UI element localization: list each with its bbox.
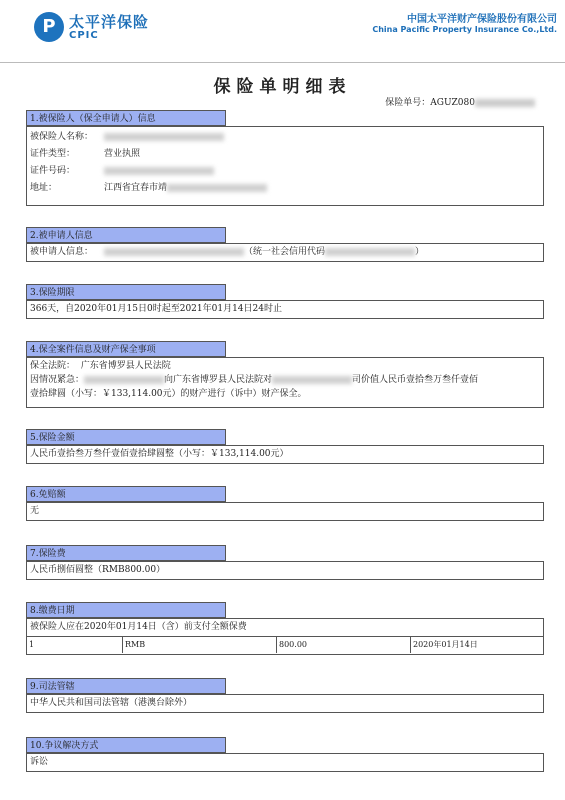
doc-title: 保险单明细表 bbox=[213, 77, 352, 97]
table-cell: 2020年01月14日 bbox=[413, 640, 478, 649]
field-value: 江西省宜春市靖 bbox=[104, 183, 168, 193]
field-label: 保全法院： bbox=[30, 361, 76, 371]
field-value: 诉讼 bbox=[30, 757, 49, 767]
table-cell: 800.00 bbox=[277, 637, 411, 653]
brand-cn: 太平洋保险 bbox=[69, 13, 150, 31]
redaction bbox=[104, 167, 214, 175]
table-cell: 1 bbox=[27, 637, 123, 653]
company-cn: 中国太平洋财产保险股份有限公司 bbox=[407, 14, 557, 25]
field-value: 人民币壹拾叁万叁仟壹佰壹拾肆圆整（小写：￥133,114.00元） bbox=[30, 449, 289, 459]
field-value: 无 bbox=[30, 506, 40, 516]
field-value: 被保险人应在2020年01月14日（含）前支付全额保费 bbox=[30, 622, 247, 632]
section-insured bbox=[26, 110, 544, 206]
field-value: 广东省博罗县人民法院 bbox=[80, 361, 171, 371]
table-cell: RMB bbox=[123, 637, 277, 653]
policy-number: 保险单号：AGUZ080 bbox=[385, 95, 535, 108]
section-amount bbox=[26, 429, 544, 464]
field-label: 被申请人信息： bbox=[30, 247, 94, 257]
redaction bbox=[84, 376, 164, 384]
section-heading: 3.保险期限 bbox=[26, 284, 226, 300]
field-value: 营业执照 bbox=[104, 149, 141, 159]
section-heading: 9.司法管辖 bbox=[26, 678, 226, 694]
section-heading: 10.争议解决方式 bbox=[26, 737, 226, 753]
page-header bbox=[0, 0, 565, 63]
field-label: 证件类型： bbox=[30, 149, 76, 159]
brand-en: CPIC bbox=[69, 30, 99, 41]
section-premium bbox=[26, 545, 544, 580]
section-period bbox=[26, 284, 544, 319]
company-en: China Pacific Property Insurance Co.,Ltd. bbox=[372, 25, 557, 34]
section-jurisdiction bbox=[26, 678, 544, 713]
redaction bbox=[167, 184, 267, 192]
field-label: 因情况紧急： bbox=[30, 375, 85, 385]
cpic-logo-icon: P bbox=[34, 12, 64, 42]
section-heading: 2.被申请人信息 bbox=[26, 227, 226, 243]
redaction bbox=[325, 248, 415, 256]
section-payment bbox=[26, 602, 544, 655]
field-label: 地址： bbox=[30, 183, 58, 193]
redaction bbox=[272, 376, 352, 384]
field-value: 壹拾肆圆（小写：￥133,114.00元）的财产进行（诉中）财产保全。 bbox=[30, 389, 307, 399]
field-label: 被保险人名称： bbox=[30, 132, 94, 142]
field-value: 366天，自2020年01月15日0时起至2021年01月14日24时止 bbox=[30, 304, 282, 314]
field-value: （统一社会信用代码 bbox=[244, 247, 326, 257]
section-heading: 5.保险金额 bbox=[26, 429, 226, 445]
section-heading: 1.被保险人（保全申请人）信息 bbox=[26, 110, 226, 126]
section-heading: 6.免赔额 bbox=[26, 486, 226, 502]
section-heading: 4.保全案件信息及财产保全事项 bbox=[26, 341, 226, 357]
redaction bbox=[104, 133, 224, 141]
section-case: 4.保全案件信息及财产保全事项 保全法院： 广东省博罗县人民法院 因情况紧急： 向广东省博罗县人民法院对 司价值人民币壹拾叁万叁仟壹佰 壹拾肆圆（小写：￥133,114.00元）的财产进行（诉中）财产保全。 bbox=[26, 341, 544, 408]
field-label: 证件号码： bbox=[30, 166, 76, 176]
section-heading: 8.缴费日期 bbox=[26, 602, 226, 618]
section-dispute bbox=[26, 737, 544, 772]
section-respondent: 2.被申请人信息 被申请人信息： （统一社会信用代码 ） bbox=[26, 227, 544, 262]
field-value: 中华人民共和国司法管辖（港澳台除外） bbox=[30, 698, 193, 708]
section-deductible bbox=[26, 486, 544, 521]
field-value: 人民币捌佰圆整（RMB800.00） bbox=[30, 565, 166, 575]
redaction bbox=[475, 99, 535, 107]
section-heading: 7.保险费 bbox=[26, 545, 226, 561]
redaction bbox=[104, 248, 244, 256]
